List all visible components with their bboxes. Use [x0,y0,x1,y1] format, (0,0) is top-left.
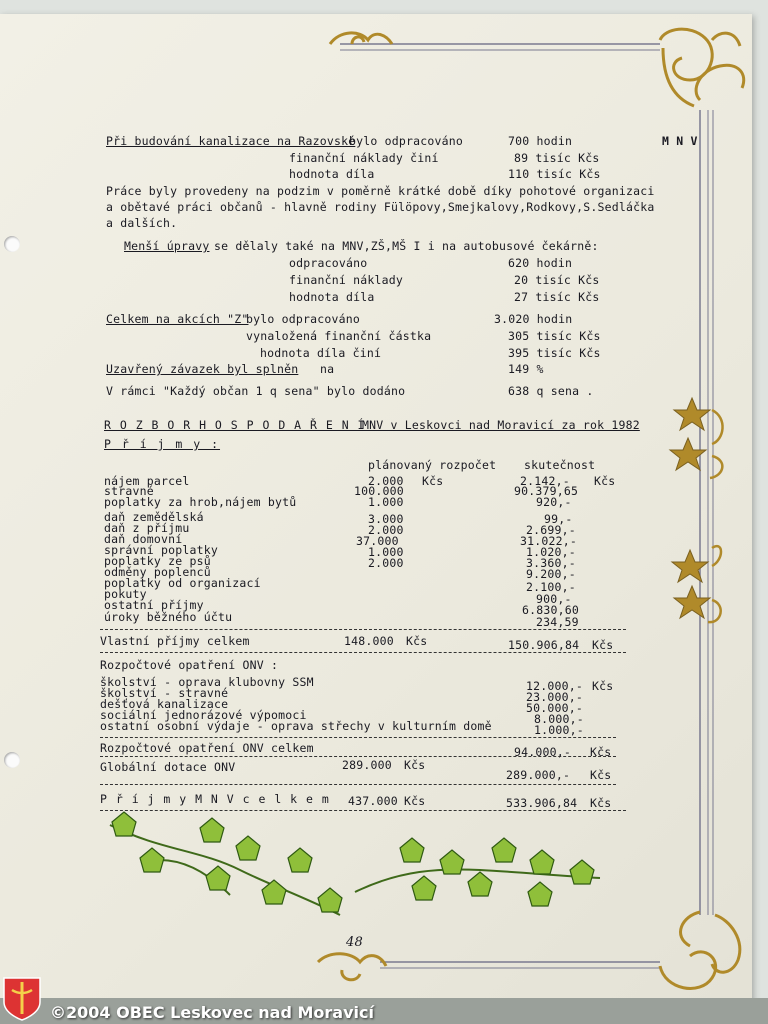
row-name: školství - oprava klubovny SSM [100,675,314,689]
row-name: poplatky za hrob,nájem bytů [104,495,297,509]
divider [100,784,616,785]
page-number: 48 [346,935,363,950]
mensi-odpracovano-label: odpracováno [289,256,368,270]
mensi-odpracovano-value: 620 hodin [508,256,573,270]
prijmy-heading: P ř í j m y : [104,437,221,451]
bottom-right-corner-ornament [660,912,740,988]
row-skut: 1.000,- [534,723,584,737]
row-skut: 234,59 [536,615,579,629]
row-name: úroky běžného účtu [104,610,233,624]
row-plan: 2.000 [368,474,404,488]
mensi-hodnota-value: 27 tisíc Kčs [514,290,600,304]
row-skut: 1.020,- [526,545,576,559]
row-plan: 37.000 [356,534,399,548]
column-plan-header: plánovaný rozpočet [368,458,497,472]
celkem-castka-label: vynaložená finanční částka [246,329,432,343]
row-skut: 900,- [536,592,572,606]
row-name: ostatní příjmy [104,598,204,612]
celkem-odpracovano-label: bylo odpracováno [246,312,360,326]
row-skut: 50.000,- [526,701,583,715]
row-name: nájem parcel [104,474,190,488]
row-name: pokuty [104,587,147,601]
row-name: školství - stravné [100,686,229,700]
paragraph-line-1: Práce byly provedeny na podzim v poměrně krátké době díky pohotové organizaci [106,184,655,198]
celkem-skut: 533.906,84 [506,796,578,810]
zavazek-na: na [320,362,335,376]
vlastni-plan: 148.000 [344,634,394,648]
row-skut: 6.830,60 [522,603,579,617]
divider [100,737,616,738]
column-skutecnost-header: skutečnost [524,458,596,472]
row-skut: 90.379,65 [514,484,579,498]
vlastni-skut: 150.906,84 [508,638,580,652]
row-skut: 99,- [544,512,573,526]
row-skut: 9.200,- [526,567,576,581]
row-name: poplatky ze psů [104,554,211,568]
dotace-plan-currency: Kčs [404,758,426,772]
row-skut: 31.022,- [520,534,577,548]
paragraph-line-3: a dalších. [106,216,178,230]
row-name: daň zemědělská [104,510,204,524]
row-plan: 1.000 [368,495,404,509]
onv-title: Rozpočtové opatření ONV : [100,658,279,672]
zavazek-value: 149 % [508,362,544,376]
lower-star-ornament [672,550,710,618]
onv-total-skut: 94.000,- [514,745,571,759]
row-skut: 2.142,- [520,474,570,488]
celkem-hodnota-value: 395 tisíc Kčs [508,346,601,360]
mensi-upravy-label: Menší úpravy [124,239,210,253]
divider [100,756,616,757]
row-name: stravné [104,484,154,498]
kanalizace-hodin: 700 hodin [508,134,573,148]
mensi-naklady-label: finanční náklady [289,273,403,287]
divider [100,629,626,630]
kanalizace-naklady-value: 89 tisíc Kčs [514,151,600,165]
coat-of-arms-icon [2,974,42,1022]
divider [100,810,626,811]
rozbor-title: R O Z B O R H O S P O D A Ř E N Í [104,418,366,432]
onv-total-label: Rozpočtové opatření ONV celkem [100,741,314,755]
row-name: odměny poplenců [104,565,211,579]
kanalizace-hodnota-value: 110 tisíc Kčs [508,167,601,181]
mensi-hodnota-label: hodnota díla [289,290,375,304]
kanalizace-naklady-label: finanční náklady činí [289,151,439,165]
side-label: M N V [662,134,698,148]
kanalizace-odpracovano: bylo odpracováno [349,134,463,148]
onv-total-currency: Kčs [590,745,612,759]
row-skut: 3.360,- [526,556,576,570]
row-skut: 2.699,- [526,523,576,537]
celkem-plan: 437.000 [348,794,398,808]
footer-copyright: ©2004 OBEC Leskovec nad Moravicí [50,1003,374,1022]
dotace-label: Globální dotace ONV [100,760,236,774]
plan-currency: Kčs [422,474,444,488]
row-skut: 23.000,- [526,690,583,704]
mensi-upravy-text: se dělaly také na MNV,ZŠ,MŠ I i na autobusové čekárně: [214,239,599,253]
top-left-scroll-ornament [330,33,392,44]
seno-text: V rámci "Každý občan 1 q sena" bylo dodáno [106,384,406,398]
vlastni-label: Vlastní příjmy celkem [100,634,250,648]
row-plan: 2.000 [368,556,404,570]
celkem-hodnota-label: hodnota díla činí [260,346,382,360]
row-plan: 2.000 [368,523,404,537]
row-name: poplatky od organizací [104,576,261,590]
upper-star-ornament [670,398,710,470]
dotace-skut-currency: Kčs [590,768,612,782]
celkem-plan-currency: Kčs [404,794,426,808]
kanalizace-hodnota-label: hodnota díla [289,167,375,181]
zavazek-label: Uzavřený závazek byl splněn [106,362,299,376]
celkem-odpracovano-value: 3.020 hodin [494,312,573,326]
dotace-plan: 289.000 [342,758,392,772]
celkem-castka-value: 305 tisíc Kčs [508,329,601,343]
row-plan: 3.000 [368,512,404,526]
vlastni-skut-currency: Kčs [592,638,614,652]
top-right-corner-ornament [660,29,744,106]
row-name: daň domovní [104,532,183,546]
bottom-left-scroll-ornament [318,954,386,980]
row-skut: 920,- [536,495,572,509]
vlastni-plan-currency: Kčs [406,634,428,648]
row-skut: 12.000,- [526,679,583,693]
celkem-label: P ř í j m y M N V c e l k e m [100,792,330,806]
row-name: daň z příjmu [104,521,190,535]
row-plan: 1.000 [368,545,404,559]
row-name: dešťová kanalizace [100,697,229,711]
paragraph-line-2: a obětavé práci občanů - hlavně rodiny Fülöpovy,Smejkalovy,Rodkovy,S.Sedláčka [106,200,655,214]
rozbor-title-rest: MNV v Leskovci nad Moravicí za rok 1982 [362,418,640,432]
row-currency: Kčs [592,679,614,693]
row-name: ostatní osobní výdaje - oprava střechy v kulturním domě [100,719,492,733]
seno-value: 638 q sena . [508,384,594,398]
skut-currency: Kčs [594,474,616,488]
celkem-skut-currency: Kčs [590,796,612,810]
row-skut: 8.000,- [534,712,584,726]
mensi-naklady-value: 20 tisíc Kčs [514,273,600,287]
divider [100,652,626,653]
row-plan: 100.000 [354,484,404,498]
dotace-skut: 289.000,- [506,768,571,782]
celkem-akce-label: Celkem na akcích "Z" [106,312,249,326]
kanalizace-label: Při budování kanalizace na Razovské [106,134,356,148]
row-name: sociální jednorázové výpomoci [100,708,307,722]
row-name: správní poplatky [104,543,218,557]
row-skut: 2.100,- [526,580,576,594]
